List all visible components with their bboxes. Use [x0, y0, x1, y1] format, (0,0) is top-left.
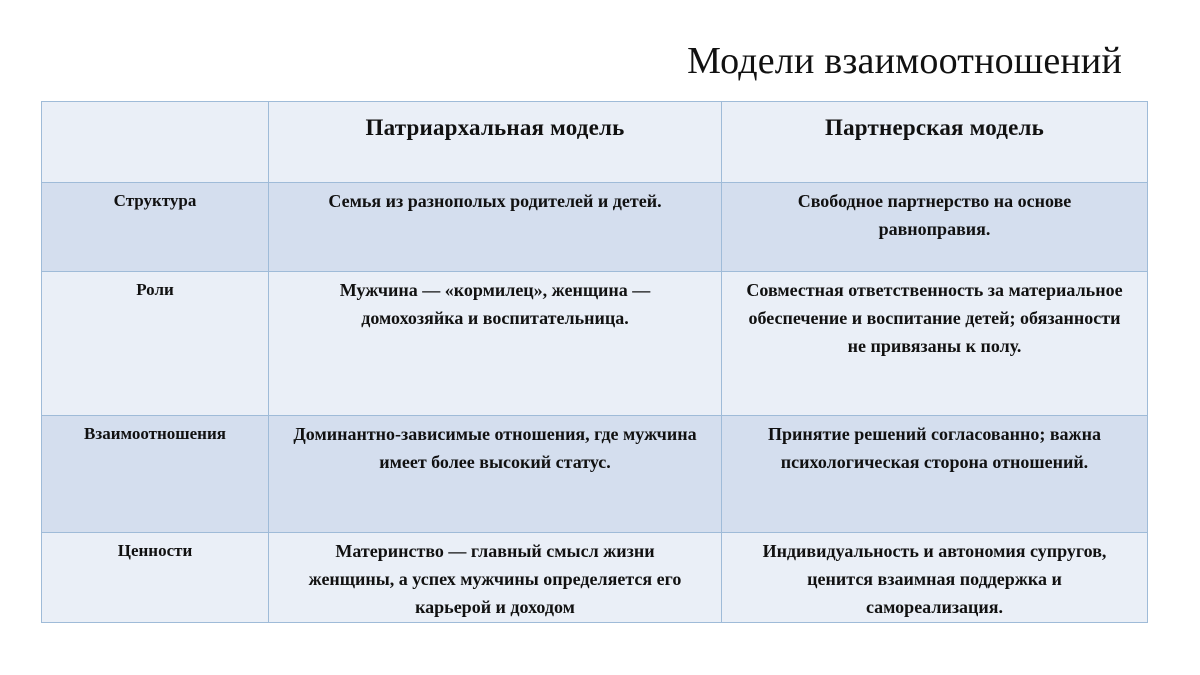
- patriarchal-cell: [269, 416, 722, 533]
- row-label-text: Взаимоотношения: [84, 424, 226, 443]
- row-label-text: Ценности: [117, 541, 193, 560]
- patriarchal-cell-text: Семья из разнополых родителей и детей.: [328, 191, 662, 211]
- table-row-roles: [42, 272, 1148, 416]
- patriarchal-cell-text: Мужчина — «кормилец», женщина — домохозяйка и воспитательница.: [339, 280, 651, 328]
- patriarchal-cell: [269, 533, 722, 623]
- header-patriarchal-model: Патриархальная модель: [269, 102, 722, 183]
- partner-cell-text: Свободное партнерство на основе равноправия.: [797, 191, 1072, 239]
- patriarchal-cell: [269, 183, 722, 272]
- row-label: [42, 183, 269, 272]
- header-partner-model: Партнерская модель: [722, 102, 1148, 183]
- patriarchal-cell-text: Доминантно-зависимые отношения, где мужчина имеет более высокий статус.: [293, 424, 697, 472]
- header-empty-cell: [42, 102, 269, 183]
- partner-cell-text: Совместная ответственность за материальное обеспечение и воспитание детей; обязанности не привязаны к полу.: [746, 280, 1123, 356]
- comparison-table: [41, 101, 1148, 623]
- table-header-row: [42, 102, 1148, 183]
- partner-cell: [722, 272, 1148, 416]
- slide-title: Модели взаимоотношений: [687, 40, 1122, 82]
- row-label: [42, 272, 269, 416]
- partner-cell-text: Индивидуальность и автономия супругов, ценится взаимная поддержка и самореализация.: [762, 541, 1107, 617]
- patriarchal-cell: [269, 272, 722, 416]
- patriarchal-cell-text: Материнство — главный смысл жизни женщины, а успех мужчины определяется его карьерой и доходом: [308, 541, 682, 617]
- partner-cell: [722, 183, 1148, 272]
- table-row-structure: [42, 183, 1148, 272]
- row-label: [42, 416, 269, 533]
- partner-cell: [722, 533, 1148, 623]
- table-row-relationships: [42, 416, 1148, 533]
- row-label: [42, 533, 269, 623]
- row-label-text: Роли: [136, 280, 174, 299]
- partner-cell: [722, 416, 1148, 533]
- partner-cell-text: Принятие решений согласованно; важна психологическая сторона отношений.: [768, 424, 1101, 472]
- table-row-values: [42, 533, 1148, 623]
- row-label-text: Структура: [113, 191, 197, 210]
